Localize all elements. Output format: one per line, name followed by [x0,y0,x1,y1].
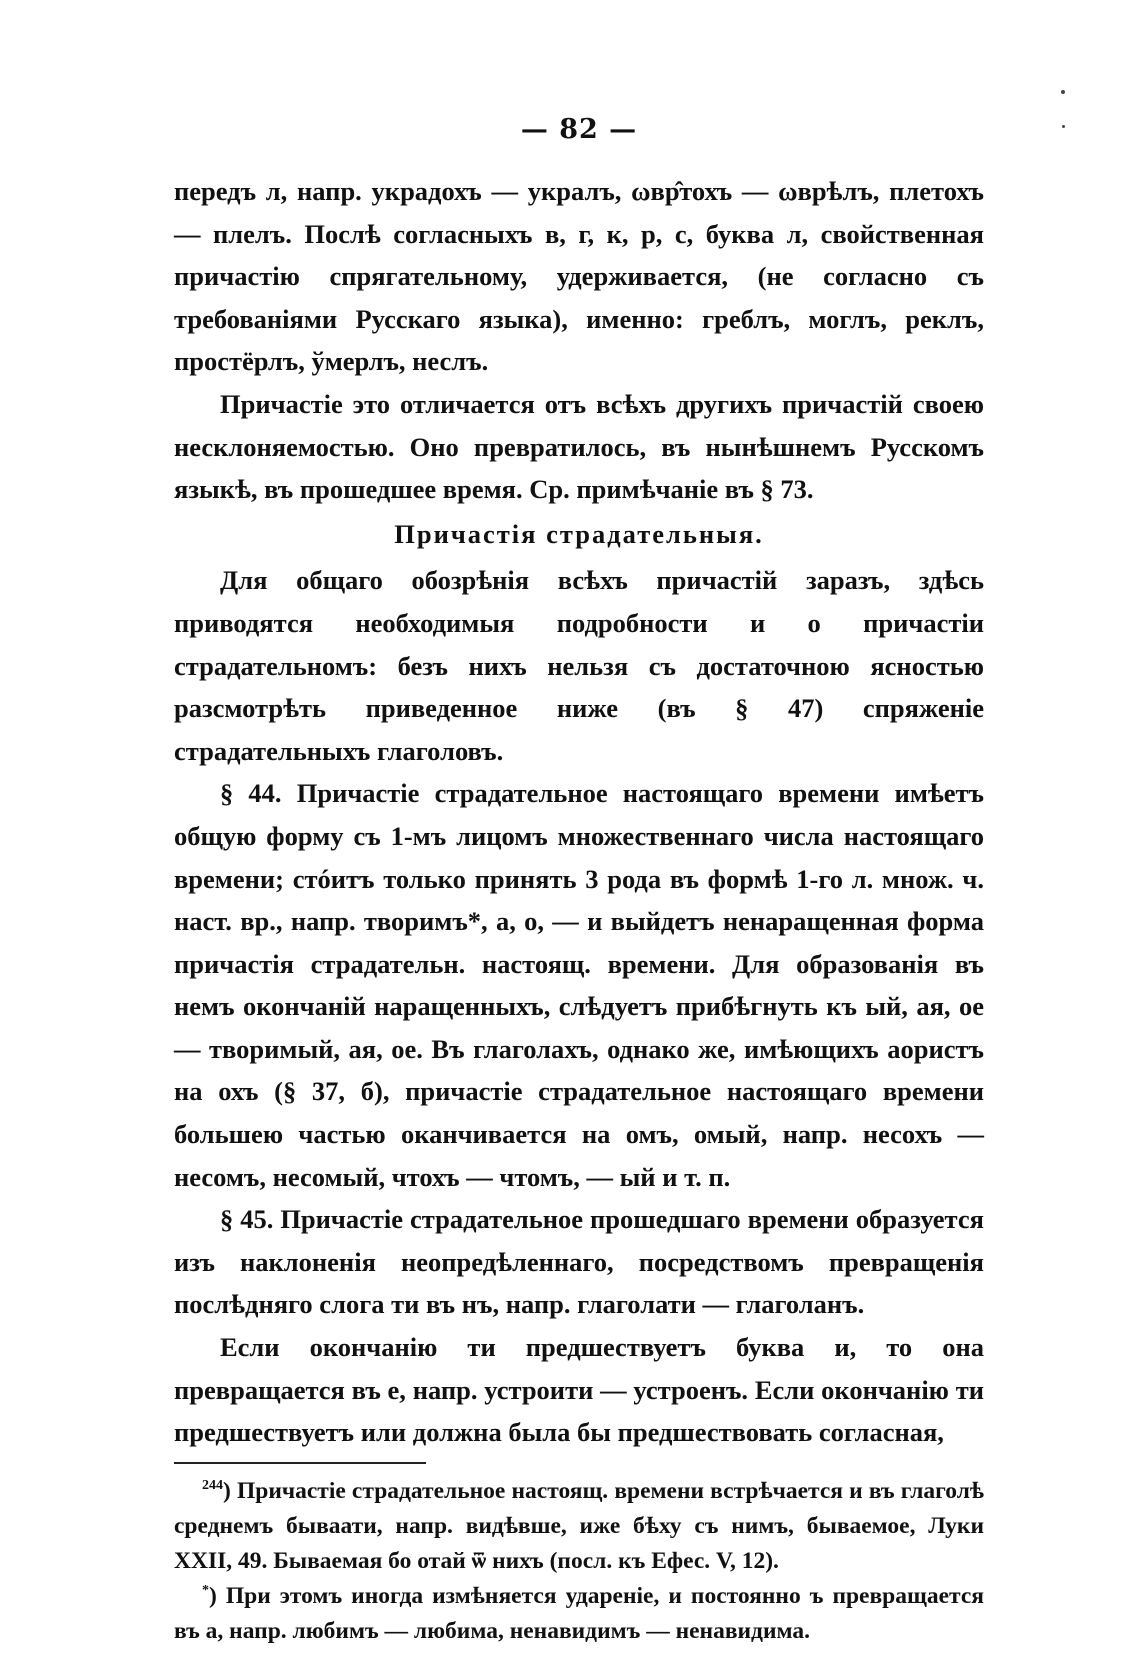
paragraph: Если окончанію ти предшествуетъ буква и, то она превращается въ е, напр. устроити — устроенъ. Если окончанію ти предшествуетъ или должна была бы предшествовать согласная, [174,1332,984,1448]
page-number: — 82 — [520,114,638,145]
footnote [174,1579,984,1649]
print-speck [1062,125,1065,128]
footnote-text: ) При этомъ иногда измѣняется удареніе, и постоянно ъ превращается въ а, напр. любимъ — любима, ненавидимъ — ненавидима. [174,1582,984,1644]
paragraph-section-45: § 45. Причастіе страдательное прошедшаго времени образуется изъ наклоненія неопредѣленнаго, посредствомъ превращенія послѣдняго слога ти въ нъ, напр. глаголати — глаголанъ. [174,1204,984,1320]
footnote-mark: * [202,1582,209,1598]
footnote [174,1474,984,1579]
section-heading: Причастія страдательныя. [394,518,764,549]
footnote-separator [174,1462,426,1464]
footnotes [174,1474,984,1649]
paragraph: передъ л, напр. украдохъ — укралъ, ωвр̂тохъ — ωврѣлъ, плетохъ — плелъ. Послѣ согласныхъ в, г, к, р, с, буква л, свойственная причастію спрягательному, удерживается, (не согласно съ требованіями Русскаго языка), именно: греблъ, моглъ, реклъ, простёрлъ, ўмерлъ, неслъ. [174,176,984,377]
footnote-text: ) Причастіе страдательное настоящ. времени встрѣчается и въ глаголѣ среднемъ бываати, напр. видѣвше, иже бѣху съ нимъ, бываемое, Луки XXII, 49. Бываемая бо отай ѿ нихъ (посл. къ Ефес. V, 12). [174,1477,984,1574]
paragraph: Для общаго обозрѣнія всѣхъ причастій заразъ, здѣсь приводятся необходимыя подробности и о причастіи страдательномъ: безъ нихъ нельзя съ достаточною ясностью разсмотрѣть приведенное ниже (въ § 47) спряженіе страдательныхъ глаголовъ. [174,565,984,766]
print-speck [1061,90,1065,94]
paragraph-section-44: § 44. Причастіе страдательное настоящаго времени имѣетъ общую форму съ 1-мъ лицомъ множественнаго числа настоящаго времени; стóитъ только принять 3 рода въ формѣ 1-го л. множ. ч. наст. вр., напр. творимъ*, а, о, — и выйдетъ ненаращенная форма причастія страдательн. настоящ. времени. Для образованія въ немъ окончаній наращенныхъ, слѣдуетъ прибѣгнуть къ ый, ая, ое — творимый, ая, ое. Въ глаголахъ, однако же, имѣющихъ аористъ на охъ (§ 37, б), причастіе страдательное настоящаго времени большею частью оканчивается на омъ, омый, напр. несохъ — несомъ, несомый, чтохъ — чтомъ, — ый и т. п. [174,778,984,1192]
book-page [174,112,984,1644]
main-text [174,170,984,1454]
footnote-mark: 244 [202,1477,223,1493]
paragraph: Причастіе это отличается отъ всѣхъ другихъ причастій своею несклоняемостью. Оно превратилось, въ нынѣшнемъ Русскомъ языкѣ, въ прошедшее время. Ср. примѣчаніе въ § 73. [174,388,984,505]
